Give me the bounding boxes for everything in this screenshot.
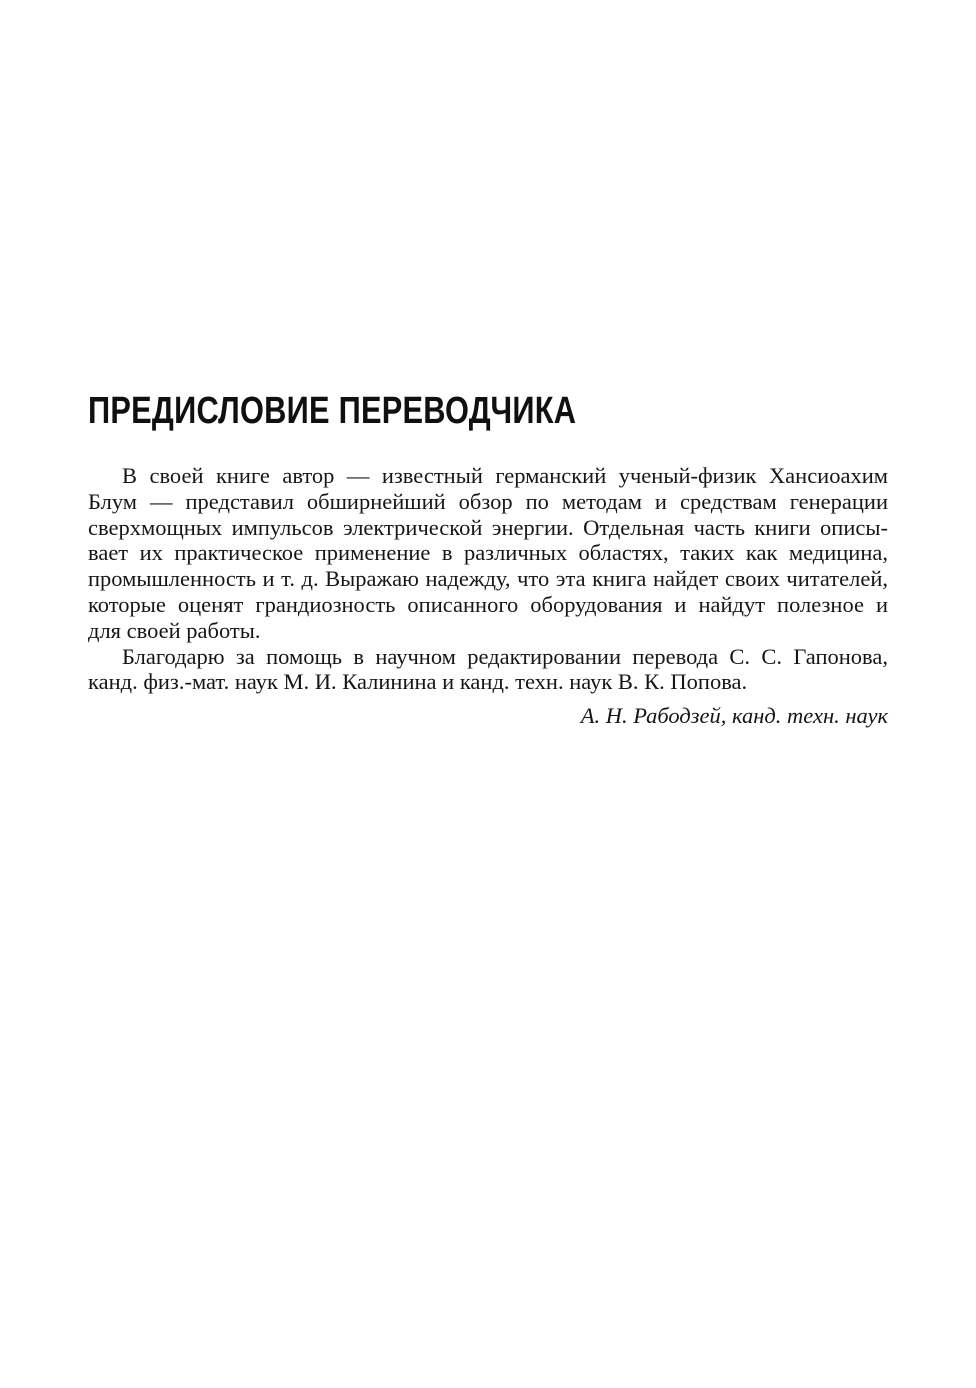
text-line: вает их практическое применение в различных областях, таких как медицина, bbox=[88, 540, 888, 566]
text-line: В своей книге автор — известный германский ученый-физик Хансиоахим bbox=[122, 463, 888, 488]
text-line: промышленность и т. д. Выражаю надежду, что эта книга найдет своих читателей, bbox=[88, 566, 888, 592]
preface-text bbox=[88, 463, 888, 729]
text-line: Благодарю за помощь в научном редактировании перевода С. С. Гапонова, bbox=[122, 643, 888, 669]
preface-paragraph-2 bbox=[88, 644, 888, 696]
text-line: сверхмощных импульсов электрической энергии. Отдельная часть книги описы- bbox=[88, 514, 888, 540]
text-line: канд. физ.-мат. наук М. И. Калинина и канд. техн. наук В. К. Попова. bbox=[88, 669, 748, 695]
text-line: для своей работы. bbox=[88, 617, 261, 643]
text-line: Блум — представил обширнейший обзор по методам и средствам генерации bbox=[88, 488, 888, 514]
page-title: ПРЕДИСЛОВИЕ ПЕРЕВОДЧИКА bbox=[88, 390, 577, 432]
preface-paragraph-1 bbox=[88, 463, 888, 644]
text-line: которые оценят грандиозность описанного оборудования и найдут полезное и bbox=[88, 591, 888, 617]
translator-signature: А. Н. Рабодзей, канд. техн. наук bbox=[580, 703, 888, 729]
